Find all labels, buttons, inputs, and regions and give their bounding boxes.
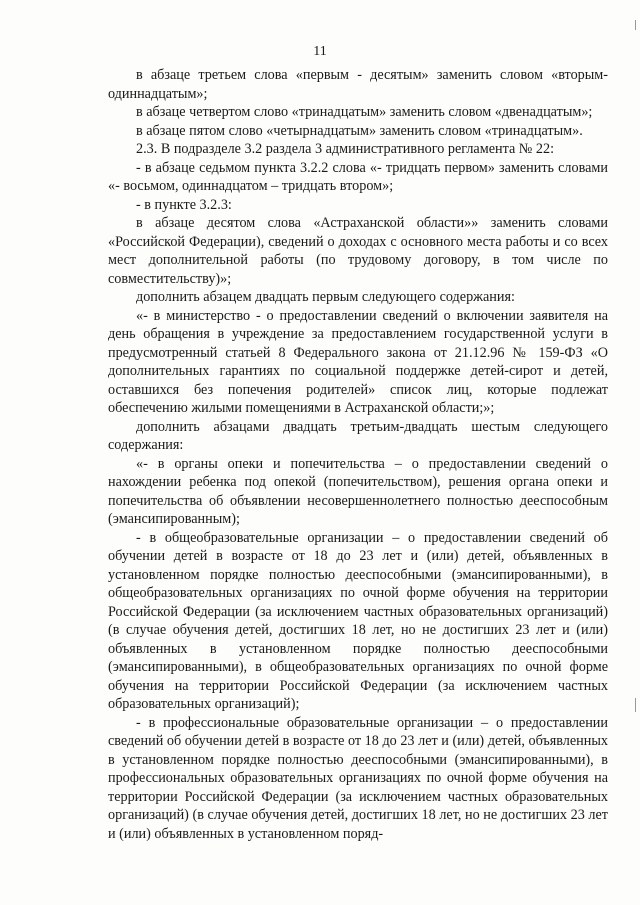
paragraph: - в пункте 3.2.3: xyxy=(136,196,232,213)
document-body xyxy=(108,66,608,843)
paragraph: - в общеобразовательные организации – о предоставлении сведений об обучении детей в возрасте от 18 до 23 лет и (или) детей, объявленных в установленном порядке полностью дееспособными (эмансипированными), в общеобразовательных организациях по очной форме обучения на территории Российской Федерации (за исключением частных образовательных организаций) (в случае обучения детей, достигших 18 лет, но не достигших 23 лет и (или) объявленных в установленном порядке полностью дееспособными (эмансипированными), в общеобразовательных организациях по очной форме обучения на территории Российской Федерации (за исключением частных образовательных организаций); xyxy=(108,529,608,712)
scan-edge-mark xyxy=(635,698,636,712)
paragraph: в абзаце пятом слово «четырнадцатым» заменить словом «тринадцатым». xyxy=(136,122,583,139)
paragraph: - в профессиональные образовательные организации – о предоставлении сведений об обучении детей в возрасте от 18 до 23 лет и (или) детей, объявленных в установленном порядке полностью дееспособными (эмансипированными), в профессиональных образовательных организациях по очной форме обучения на территории Российской Федерации (за исключением частных образовательных организаций) (в случае обучения детей, достигших 18 лет, но не достигших 23 лет и (или) объявленных в установленном поряд- xyxy=(108,714,608,842)
paragraph: «- в министерство - о предоставлении сведений о включении заявителя на день обращения в учреждение за предоставлением государственной услуги в предусмотренный статьей 8 Федерального закона от 21.12.96 № 159-ФЗ «О дополнительных гарантиях по социальной поддержке детей-сирот и детей, оставшихся без попечения родителей» список лиц, которые подлежат обеспечению жилыми помещениями в Астраханской области;»; xyxy=(108,307,608,416)
paragraph: дополнить абзацами двадцать третьим-двадцать шестым следующего содержания: xyxy=(108,418,608,453)
paragraph: в абзаце четвертом слово «тринадцатым» заменить словом «двенадцатым»; xyxy=(136,104,593,120)
paragraph: дополнить абзацем двадцать первым следующего содержания: xyxy=(136,289,515,305)
page-number: 11 xyxy=(313,44,327,59)
paragraph: «- в органы опеки и попечительства – о предоставлении сведений о нахождении ребенка под опекой (попечительством), решения органа опеки и попечительства об объявлении несовершеннолетнего полностью дееспособным (эмансипированным); xyxy=(108,455,608,527)
paragraph: - в абзаце седьмом пункта 3.2.2 слова «- тридцать первом» заменить словами «- восьмом, одиннадцатом – тридцать втором»; xyxy=(108,159,608,194)
scan-edge-mark xyxy=(635,20,636,30)
paragraph: в абзаце третьем слова «первым - десятым» заменить словом «вторым-одиннадцатым»; xyxy=(108,67,608,102)
paragraph: в абзаце десятом слова «Астраханской области»» заменить словами «Российской Федерации), сведений о доходах с основного места работы и со всех мест дополнительной работы (по трудовому договору, в том числе по совместительству)»; xyxy=(108,215,608,287)
paragraph: 2.3. В подразделе 3.2 раздела 3 административного регламента № 22: xyxy=(136,141,555,157)
